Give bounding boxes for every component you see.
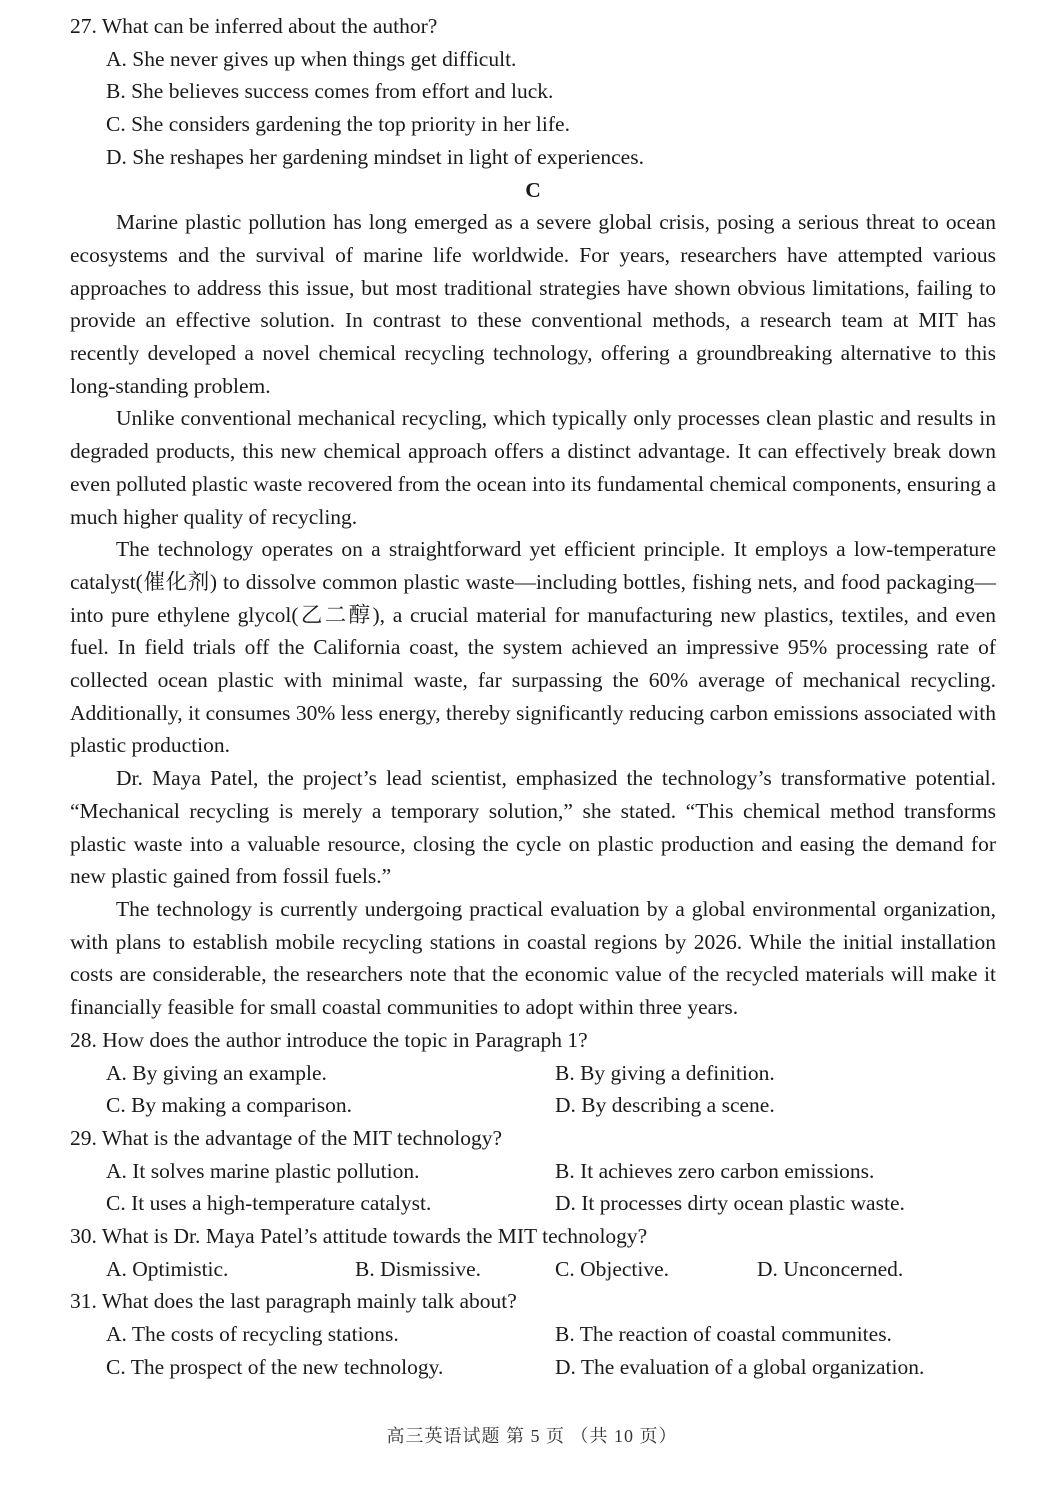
passage-paragraph-1: Marine plastic pollution has long emerged as a severe global crisis, posing a serious threat to ocean ecosystems and the survival of marine life worldwide. For years, researchers have attempted various approaches to address this issue, but most traditional strategies have shown obvious limitations, failing to provide an effective solution. In contrast to these conventional methods, a research team at MIT has recently developed a novel chemical recycling technology, offering a groundbreaking alternative to this long-standing problem. xyxy=(70,210,996,398)
option-a: A. The costs of recycling stations. xyxy=(106,1322,399,1347)
option-d: D. It processes dirty ocean plastic waste. xyxy=(555,1191,905,1216)
option-c: C. The prospect of the new technology. xyxy=(106,1354,444,1379)
page-footer: 高三英语试题 第 5 页 （共 10 页） xyxy=(386,1426,678,1446)
option-row xyxy=(70,1089,996,1122)
section-heading: C xyxy=(525,177,541,202)
option-c: C. She considers gardening the top priority in her life. xyxy=(106,112,570,137)
option-d: D. Unconcerned. xyxy=(757,1256,904,1281)
passage-paragraph-5: The technology is currently undergoing practical evaluation by a global environmental organization, with plans to establish mobile recycling stations in coastal regions by 2026. While the initial installation costs are considerable, the researchers note that the economic value of the recycled materials will make it financially feasible for small coastal communities to adopt within three years. xyxy=(70,896,996,1020)
option-row xyxy=(70,1187,996,1220)
option-a: A. By giving an example. xyxy=(106,1060,327,1085)
reading-passage xyxy=(70,206,996,1024)
passage-paragraph-2: Unlike conventional mechanical recycling, which typically only processes clean plastic and results in degraded products, this new chemical approach offers a distinct advantage. It can effectively break down even polluted plastic waste recovered from the ocean into its fundamental chemical components, ensuring a much higher quality of recycling. xyxy=(70,406,996,529)
option-a: A. Optimistic. xyxy=(106,1256,229,1281)
option-row xyxy=(70,1155,996,1188)
option-a: A. She never gives up when things get difficult. xyxy=(106,46,517,71)
option-b: B. By giving a definition. xyxy=(555,1060,775,1085)
option-c: C. It uses a high-temperature catalyst. xyxy=(106,1191,432,1216)
question-stem: 29. What is the advantage of the MIT technology? xyxy=(70,1125,503,1150)
option-b: B. She believes success comes from effort and luck. xyxy=(106,79,554,104)
question-29 xyxy=(70,1122,996,1220)
question-stem: 28. How does the author introduce the topic in Paragraph 1? xyxy=(70,1027,588,1052)
option-b: B. The reaction of coastal communites. xyxy=(555,1322,892,1347)
option-b: B. Dismissive. xyxy=(355,1256,482,1281)
option-c: C. Objective. xyxy=(555,1256,670,1281)
question-30 xyxy=(70,1220,996,1285)
option-c: C. By making a comparison. xyxy=(106,1093,353,1118)
passage-paragraph-4: Dr. Maya Patel, the project’s lead scientist, emphasized the technology’s transformative potential. “Mechanical recycling is merely a temporary solution,” she stated. “This chemical method transforms plastic waste into a valuable resource, closing the cycle on plastic production and easing the demand for new plastic gained from fossil fuels.” xyxy=(70,766,996,889)
option-list xyxy=(70,43,996,174)
question-31 xyxy=(70,1285,996,1383)
option-d: D. She reshapes her gardening mindset in light of experiences. xyxy=(106,144,644,169)
option-row xyxy=(70,1351,996,1384)
passage-paragraph-3: The technology operates on a straightforward yet efficient principle. It employs a low-temperature catalyst(催化剂) to dissolve common plastic waste—including bottles, fishing nets, and food packaging—into pure ethylene glycol(乙二醇), a crucial material for manufacturing new plastics, textiles, and even fuel. In field trials off the California coast, the system achieved an impressive 95% processing rate of collected ocean plastic with minimal waste, far surpassing the 60% average of mechanical recycling. Additionally, it consumes 30% less energy, thereby significantly reducing carbon emissions associated with plastic production. xyxy=(70,537,996,758)
option-row xyxy=(70,1318,996,1351)
question-stem: 30. What is Dr. Maya Patel’s attitude towards the MIT technology? xyxy=(70,1224,648,1249)
question-stem: 27. What can be inferred about the author? xyxy=(70,14,438,38)
question-28 xyxy=(70,1024,996,1122)
option-d: D. By describing a scene. xyxy=(555,1093,775,1118)
option-row xyxy=(70,1253,996,1286)
option-b: B. It achieves zero carbon emissions. xyxy=(555,1158,875,1183)
question-stem: 31. What does the last paragraph mainly talk about? xyxy=(70,1289,517,1314)
question-27 xyxy=(70,10,996,174)
option-row xyxy=(70,1057,996,1090)
option-d: D. The evaluation of a global organization. xyxy=(555,1354,925,1379)
option-a: A. It solves marine plastic pollution. xyxy=(106,1158,420,1183)
